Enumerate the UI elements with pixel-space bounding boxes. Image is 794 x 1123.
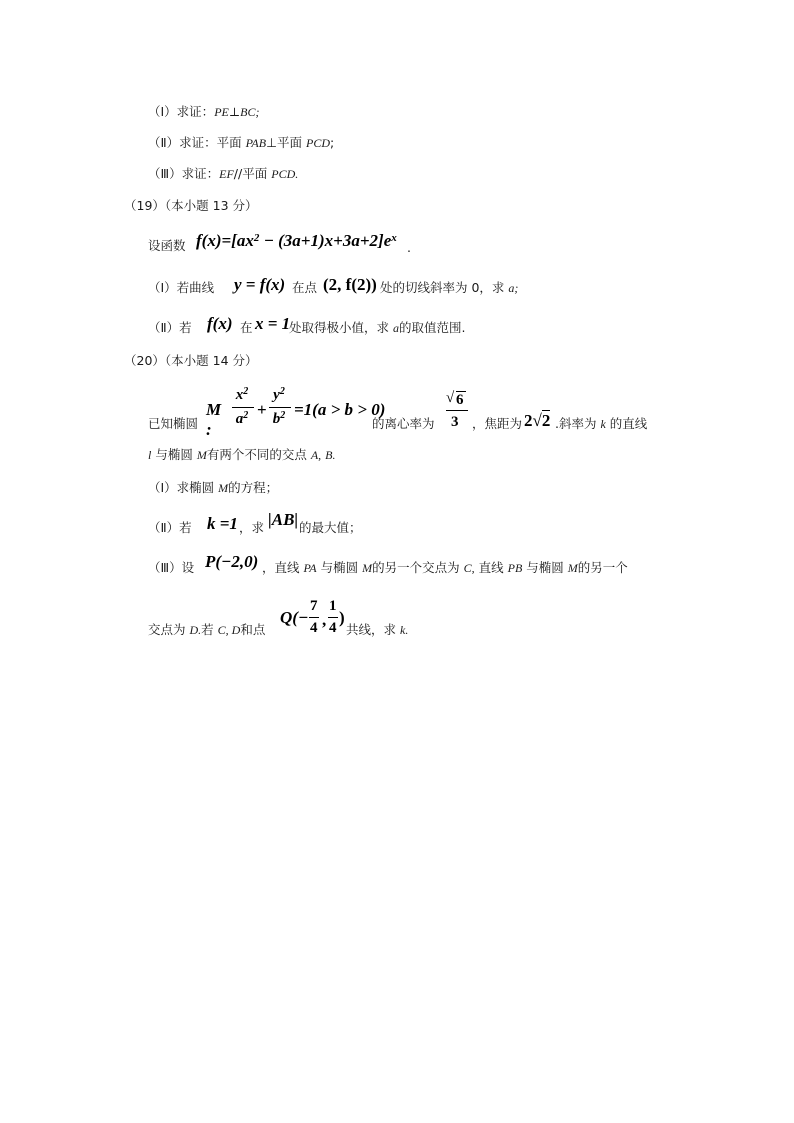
q19-intro: 设函数 xyxy=(148,238,186,253)
q19-function-formula: $f(x)=[ax^2 - (3a+1)x+3a+2]e^x$ xyxy=(196,231,397,250)
q18-part2: （Ⅱ）求证：平面 PAB⊥平面 PCD; xyxy=(148,135,335,150)
q20-point-p: P(−2,0) xyxy=(205,552,259,571)
q20-focal-distance: 2√2 xyxy=(524,411,551,430)
q20-intro: 已知椭圆 xyxy=(148,416,199,431)
q20-part3: （Ⅲ）设 xyxy=(148,560,195,575)
q19-part1: （Ⅰ）若曲线 xyxy=(148,280,215,295)
q20-part3-cont: 交点为 D.若 C, D和点 xyxy=(148,622,266,637)
q19-part2: （Ⅱ）若 xyxy=(148,320,192,335)
q20-header: （20）（本小题 14 分） xyxy=(124,353,258,368)
q19-x-equals-1: x = 1 xyxy=(255,314,291,333)
q19-point-formula: (2, f(2)) xyxy=(323,275,377,294)
q18-part3: （Ⅲ）求证：EF//平面 PCD. xyxy=(148,166,299,181)
q19-curve-formula: y = f(x) xyxy=(234,275,286,294)
q19-header: （19）（本小题 13 分） xyxy=(124,198,258,213)
q20-part2: （Ⅱ）若 xyxy=(148,520,192,535)
q20-part1: （Ⅰ）求椭圆 M的方程； xyxy=(148,480,279,495)
q20-k-equals-1: k =1 xyxy=(207,514,238,533)
q18-part1-expr: PE⊥BC; xyxy=(214,105,260,119)
q18-part1: （Ⅰ）求证：PE⊥BC; xyxy=(148,104,260,119)
q19-fx: f(x) xyxy=(207,314,233,333)
q20-line2: l 与椭圆 M有两个不同的交点 A, B. xyxy=(148,447,336,462)
q20-ab-abs: |AB| xyxy=(268,510,299,529)
